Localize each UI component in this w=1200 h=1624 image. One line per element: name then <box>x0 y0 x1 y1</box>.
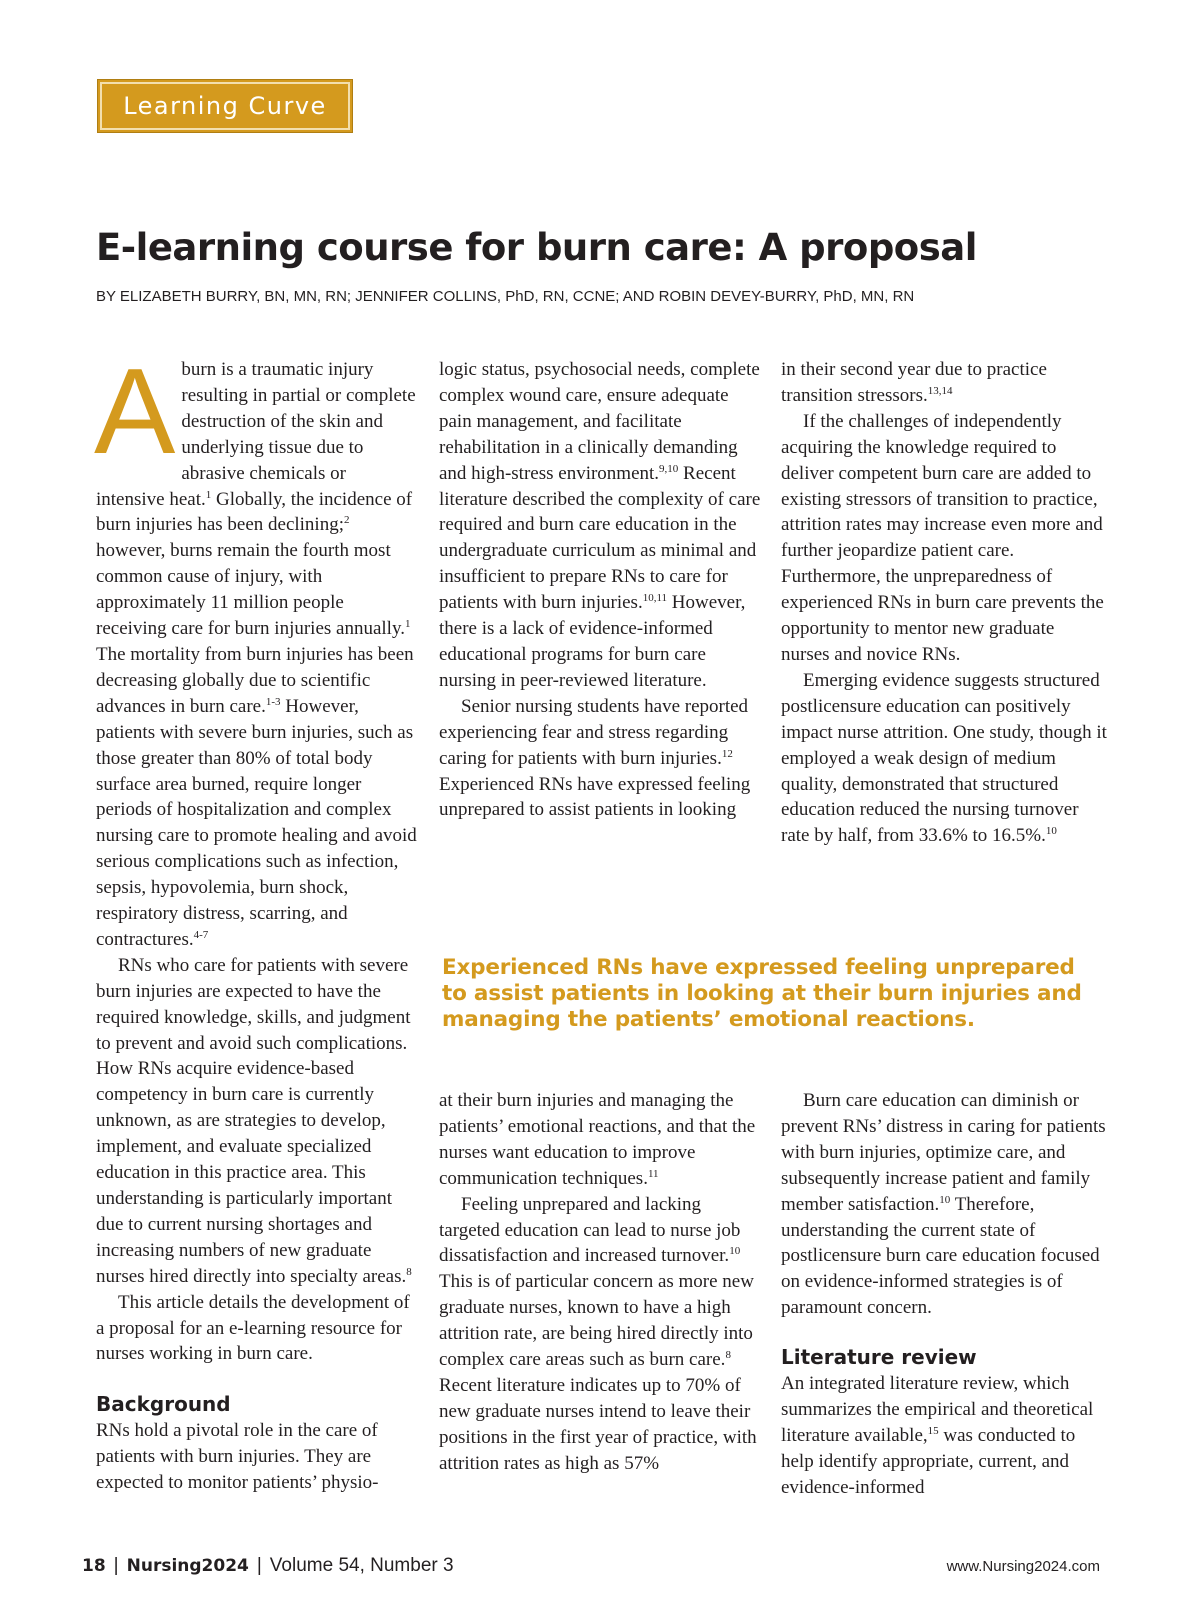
journal-name: Nursing2024 <box>126 1556 249 1576</box>
body-paragraph: Feeling unprepared and lacking targeted education can lead to nurse job dissatisfaction and increased turnover.$^{10}$ This is of particular concern as more new graduate nurses, known to have a high attrition rate, are being hired directly into complex care areas such as burn care.$^8$ Recent literature indicates up to 70% of new graduate nurses intend to leave their positions in the first year of practice, with attrition rates as high as 57% <box>439 1193 757 1474</box>
section-label: Learning Curve <box>123 92 327 120</box>
body-paragraph: Emerging evidence suggests structured postlicensure education can positively impact nurse attrition. One study, though it employed a weak design of medium quality, demonstrated that structured education reduced the nursing turnover rate by half, from 33.6% to 16.5%.$^{10}$ <box>781 669 1107 847</box>
citation: 12 <box>721 747 733 760</box>
intro-paragraph: Aburn is a traumatic injury resulting in partial or complete destruction of the skin and underlying tissue due to abrasive chemicals or intensive heat.$^1$ Globally, the incidence of burn injuries has been declining;$^2$ however, burns remain the fourth most common cause of injury, with approximately 11 million people receiving care for burn injuries annually.$^1$ The mortality from burn injuries has been decreasing globally due to scientific advances in burn care.$^{1-3}$ However, patients with severe burn injuries, such as those greater than 80% of total body surface area burned, require longer periods of hospitalization and complex nursing care to promote healing and avoid serious complications such as infection, sepsis, hypovolemia, burn shock, respiratory distress, scarring, and contractures.$^{4-7}$ <box>94 343 417 950</box>
journal-volume: Volume 54, Number 3 <box>269 1555 454 1576</box>
drop-cap: A <box>94 343 176 479</box>
column-2-bottom <box>439 1088 763 1477</box>
footer-url: www.Nursing2024.com <box>946 1558 1100 1575</box>
body-paragraph: RNs hold a pivotal role in the care of patients with burn injuries. They are expected to monitor patients’ physio- <box>96 1420 379 1494</box>
body-paragraph: Senior nursing students have reported experiencing fear and stress regarding caring for patients with burn injuries.$^{12}$ Experienced RNs have expressed feeling unprepared to assist patients in looking <box>439 695 751 821</box>
body-paragraph: at their burn injuries and managing the patients’ emotional reactions, and that the nurses want education to improve communication techniques.$^{11}$ <box>439 1090 756 1189</box>
citation: 9,10 <box>659 462 679 475</box>
column-1 <box>94 343 418 1496</box>
citation: 1-3 <box>265 695 281 708</box>
column-2-top <box>439 357 763 823</box>
citation: 8 <box>725 1349 731 1362</box>
citation: 1 <box>205 488 212 501</box>
footer-folio <box>82 1555 454 1577</box>
body-paragraph: in their second year due to practice transition stressors.$^{13,14}$ <box>781 359 1047 406</box>
citation: 11 <box>647 1167 659 1180</box>
body-paragraph: RNs who care for patients with severe burn injuries are expected to have the required knowledge, skills, and judgment to prevent and avoid such complications. How RNs acquire evidence-based competency in burn care is currently unknown, as are strategies to develop, implement, and evaluate specialized education in this practice area. This understanding is particularly important due to current nursing shortages and increasing numbers of new graduate nurses hired directly into specialty areas.$^8$ <box>96 954 412 1287</box>
footer-separator: | <box>256 1555 262 1576</box>
body-paragraph: If the challenges of independently acquiring the knowledge required to deliver competent burn care are added to existing stressors of transition to practice, attrition rates may increase even more and further jeopardize patient care. Furthermore, the unpreparedness of experienced RNs in burn care prevents the opportunity to mentor new graduate nurses and novice RNs. <box>781 410 1104 665</box>
citation: 4-7 <box>193 928 209 941</box>
citation: 10,11 <box>642 592 668 605</box>
section-badge <box>97 79 353 133</box>
citation: 10 <box>729 1245 741 1258</box>
citation: 10 <box>939 1193 951 1206</box>
citation: 15 <box>927 1424 939 1437</box>
body-paragraph: logic status, psychosocial needs, complete complex wound care, ensure adequate pain management, and facilitate rehabilitation in a clinically demanding and high-stress environment.$^{9,10}$ Recent literature described the complexity of care required and burn care education in the undergraduate curriculum as minimal and insufficient to prepare RNs to care for patients with burn injuries.$^{10,11}$ However, there is a lack of evidence-informed educational programs for burn care nursing in peer-reviewed literature. <box>439 359 761 691</box>
heading-literature-review: Literature review <box>781 1345 977 1370</box>
citation: 13,14 <box>927 384 953 397</box>
citation: 1 <box>404 618 411 631</box>
body-paragraph: This article details the development of a proposal for an e-learning resource for nurses working in burn care. <box>96 1291 410 1365</box>
column-3-top <box>781 357 1107 849</box>
footer-separator: | <box>113 1555 119 1576</box>
body-paragraph: An integrated literature review, which summarizes the empirical and theoretical literature available,$^{15}$ was conducted to help identify appropriate, current, and evidence-informed <box>781 1373 1094 1498</box>
column-3-bottom <box>781 1088 1107 1501</box>
body-paragraph: Burn care education can diminish or prevent RNs’ distress in caring for patients with burn injuries, optimize care, and subsequently increase patient and family member satisfaction.$^{10}$ Therefore, understanding the current state of postlicensure burn care education focused on evidence-informed strategies is of paramount concern. <box>781 1090 1106 1319</box>
heading-background: Background <box>96 1392 231 1417</box>
citation: 8 <box>406 1265 412 1278</box>
citation: 2 <box>344 514 350 527</box>
byline: BY ELIZABETH BURRY, BN, MN, RN; JENNIFER COLLINS, PhD, RN, CCNE; AND ROBIN DEVEY-BURRY, PhD, MN, RN <box>96 288 915 305</box>
page-number: 18 <box>82 1556 106 1576</box>
article-title: E-learning course for burn care: A proposal <box>96 226 977 269</box>
citation: 10 <box>1045 825 1057 838</box>
pull-quote: Experienced RNs have expressed feeling unprepared to assist patients in looking at their burn injuries and managing the patients’ emotional reactions. <box>442 955 1082 1032</box>
